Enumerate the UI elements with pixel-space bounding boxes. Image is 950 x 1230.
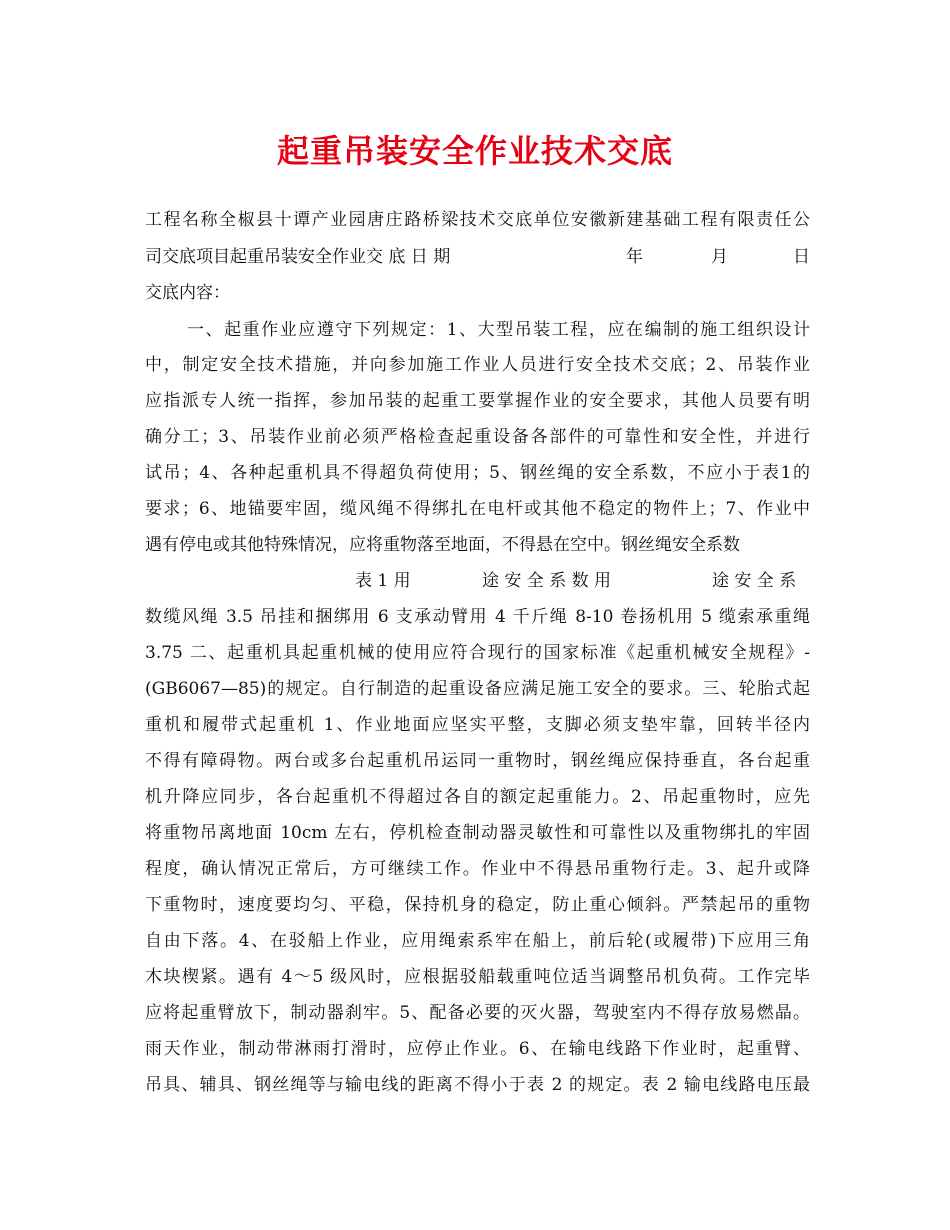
text-line: 应将起重臂放下，制动器刹牢。5、配备必要的灭火器，驾驶室内不得存放易燃晶。 (145, 1003, 810, 1023)
table1-header-3: 途 安 全 系 (712, 571, 797, 591)
text-line: 自由下落。4、在驳船上作业，应用绳索系牢在船上，前后轮(或履带)下应用三角 (145, 931, 810, 951)
text-line: 下重物时，速度要均匀、平稳，保持机身的稳定，防止重心倾斜。严禁起吊的重物 (145, 895, 810, 915)
text-line: 不得有障碍物。两台或多台起重机吊运同一重物时，钢丝绳应保持垂直，各台起重 (145, 751, 810, 771)
date-month: 月 (711, 247, 728, 267)
table1-header-1: 表 1 用 (355, 571, 411, 591)
text-line: 数缆风绳 3.5 吊挂和捆绑用 6 支承动臂用 4 千斤绳 8-10 卷扬机用 5 缆索承重绳 (145, 607, 810, 627)
text-line: 确分工；3、吊装作业前必须严格检查起重设备各部件的可靠性和安全性，并进行 (145, 427, 810, 447)
text-line: 程度，确认情况正常后，方可继续工作。作业中不得悬吊重物行走。3、起升或降 (145, 859, 810, 879)
text-line: 木块楔紧。遇有 4～5 级风时，应根据驳船载重吨位适当调整吊机负荷。工作完毕 (145, 967, 810, 987)
date-label: 司交底项目起重吊装安全作业交 底 日 期 (145, 247, 451, 267)
table1-header-2: 途 安 全 系 数 用 (482, 571, 612, 591)
text-line: 将重物吊离地面 10cm 左右，停机检查制动器灵敏性和可靠性以及重物绑扎的牢固 (145, 823, 810, 843)
text-line: 雨天作业，制动带淋雨打滑时，应停止作业。6、在输电线路下作业时，起重臂、 (145, 1039, 810, 1059)
text-line: 遇有停电或其他特殊情况，应将重物落至地面，不得悬在空中。钢丝绳安全系数 (145, 535, 740, 555)
text-line: (GB6067—85)的规定。自行制造的起重设备应满足施工安全的要求。三、轮胎式起 (145, 679, 810, 699)
text-line: 应指派专人统一指挥，参加吊装的起重工要掌握作业的安全要求，其他人员要有明 (145, 391, 810, 411)
date-day: 日 (793, 247, 810, 267)
text-line: 机升降应同步，各台起重机不得超过各自的额定起重能力。2、吊起重物时，应先 (145, 787, 810, 807)
text-line: 一、起重作业应遵守下列规定：1、大型吊装工程，应在编制的施工组织设计 (187, 320, 810, 340)
text-line: 要求；6、地锚要牢固，缆风绳不得绑扎在电杆或其他不稳定的物件上；7、作业中 (145, 499, 810, 519)
text-line: 中，制定安全技术措施，并向参加施工作业人员进行安全技术交底；2、吊装作业 (145, 355, 810, 375)
text-line: 吊具、辅具、钢丝绳等与输电线的距离不得小于表 2 的规定。表 2 输电线路电压最 (145, 1075, 810, 1095)
text-line: 交底内容： (145, 283, 230, 303)
text-line: 重机和履带式起重机 1、作业地面应坚实平整，支脚必须支垫牢靠，回转半径内 (145, 715, 810, 735)
date-year: 年 (626, 247, 643, 267)
document-title: 起重吊装安全作业技术交底 (276, 132, 673, 170)
text-line: 工程名称全椒县十谭产业园唐庄路桥梁技术交底单位安徽新建基础工程有限责任公 (145, 210, 810, 230)
text-line: 试吊；4、各种起重机具不得超负荷使用；5、钢丝绳的安全系数，不应小于表1的 (145, 463, 810, 483)
text-line: 3.75 二、起重机具起重机械的使用应符合现行的国家标准《起重机械安全规程》- (145, 643, 810, 663)
